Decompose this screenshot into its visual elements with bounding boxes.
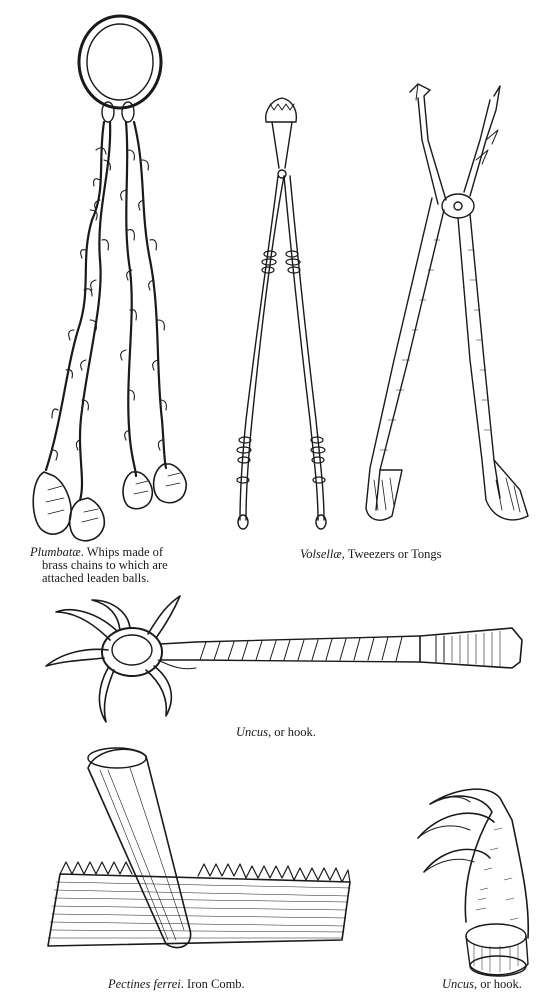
caption-pectines: [108, 978, 245, 991]
caption-volsellae-rest: , Tweezers or Tongs: [341, 547, 442, 561]
caption-uncus-2-rest: , or hook.: [473, 977, 522, 991]
caption-uncus-2-name: Uncus: [442, 977, 474, 991]
caption-uncus-hook-1: [236, 726, 316, 739]
caption-volsellae: [300, 548, 442, 561]
caption-uncus-1-name: Uncus: [236, 725, 268, 739]
caption-plumbatae-line3: attached leaden balls.: [42, 571, 150, 585]
caption-pectines-name: Pectines ferrei: [108, 977, 181, 991]
uncus-hook-small-illustration: [418, 789, 528, 976]
pectines-ferrei-comb-illustration: [48, 748, 350, 948]
caption-plumbatae: [30, 546, 168, 585]
tongs-illustration: [366, 84, 528, 520]
caption-volsellae-name: Volsellæ: [300, 547, 342, 561]
caption-uncus-1-rest: , or hook.: [267, 725, 316, 739]
plumbatae-whip-illustration: [33, 16, 186, 541]
caption-uncus-hook-2: [442, 978, 522, 991]
caption-pectines-rest: . Iron Comb.: [180, 977, 245, 991]
volsellae-tweezers-illustration: [237, 98, 326, 529]
caption-plumbatae-name: Plumbatæ: [30, 545, 81, 559]
uncus-hook-large-illustration: [46, 596, 522, 722]
caption-plumbatae-line2: brass chains to which are: [42, 558, 168, 572]
caption-plumbatae-line1: . Whips made of: [80, 545, 164, 559]
